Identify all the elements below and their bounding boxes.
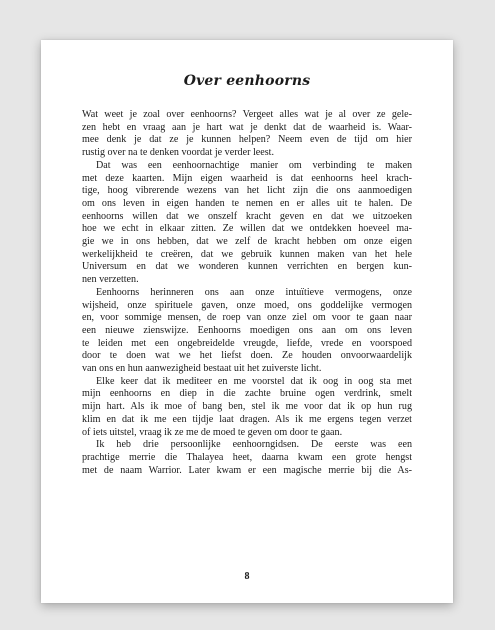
text-line: met deze kaarten. Mijn eigen waarheid is dat eenhoorns heel krach- <box>82 172 412 184</box>
text-line: en, voor sommige mensen, de roep van onze ziel om voor te gaan naar <box>82 312 412 324</box>
text-line: zen hebt en vraag aan je hart wat je denkt dat de waarheid is. Waar- <box>82 121 412 133</box>
text-line: van ons en hun aanwezigheid bestaat uit het zuiverste licht. <box>82 363 322 375</box>
paragraph-4 <box>82 376 412 440</box>
text-line: mee denk je dat ze je kunnen helpen? Neem even de tijd om hier <box>82 134 412 146</box>
text-line: prachtige merrie die Thalayea heet, daarna kwam een grote hengst <box>82 451 412 463</box>
paragraph-1 <box>82 109 412 160</box>
text-line: nen verzetten. <box>82 274 139 286</box>
text-line: Wat weet je zoal over eenhoorns? Vergeet alles wat je al over ze gele- <box>82 109 412 120</box>
page-number: 8 <box>244 571 250 582</box>
text-line: eenhoorns willen dat we onszelf kracht geven en dat we uitzoeken <box>82 210 412 222</box>
text-line: hoe we echt in elkaar zitten. Ze willen dat we ontdekken hoeveel ma- <box>82 223 412 235</box>
text-line: mijn hart. Als ik moe of bang ben, stel ik me voor dat ik op hun rug <box>82 401 412 413</box>
text-line: door te doen wat we het liefst doen. Ze houden onvoorwaardelijk <box>82 350 412 362</box>
paragraph-5 <box>82 439 412 477</box>
text-line: tige, hoog vibrerende wezens van het licht zijn die ons aanmoedigen <box>82 185 412 197</box>
text-line: Dat was een eenhoornachtige manier om verbinding te maken <box>96 159 412 171</box>
text-line: te leiden met een ongebreidelde vreugde, liefde, vrede en voorspoed <box>82 337 412 349</box>
text-line: een nieuwe zienswijze. Eenhoorns moedigen ons aan om ons leven <box>82 324 412 336</box>
text-line: Universum en dat we wonderen kunnen verrichten en bergen kun- <box>82 261 412 273</box>
text-line: Ik heb drie persoonlijke eenhoorngidsen. De eerste was een <box>96 439 412 451</box>
text-line: Eenhoorns herinneren ons aan onze intuïtieve vermogens, onze <box>96 286 412 298</box>
paragraph-2 <box>82 160 412 287</box>
text-line: rustig over na te denken voordat je verder leest. <box>82 147 274 159</box>
text-line: mijn eenhoorns en diep in die zachte bruine ogen verdrink, smelt <box>82 388 412 400</box>
text-line: wijsheid, onze spirituele gaven, onze moed, ons goddelijke vermogen <box>82 299 412 311</box>
text-line: werkelijkheid te creëren, dat we gebruik kunnen maken van het hele <box>82 248 412 260</box>
text-line: klim en dat ik me een tijdje laat dragen. Als ik me ergens tegen verzet <box>82 413 412 425</box>
text-line: gie we in ons hebben, dat we zelf de kracht hebben om onze eigen <box>82 236 412 248</box>
text-line: met de naam Warrior. Later kwam er een magische merrie bij die As- <box>82 464 412 476</box>
text-line: Elke keer dat ik mediteer en me voorstel dat ik oog in oog sta met <box>96 375 412 387</box>
text-line: of iets uitstel, vraag ik ze me de moed te geven om door te gaan. <box>82 426 343 438</box>
book-page <box>41 40 453 603</box>
page-title: Over eenhoorns <box>183 73 311 89</box>
paragraph-3 <box>82 287 412 376</box>
text-line: om ons leven in eigen handen te nemen en er alles uit te halen. De <box>82 197 412 209</box>
body-text <box>82 109 412 477</box>
